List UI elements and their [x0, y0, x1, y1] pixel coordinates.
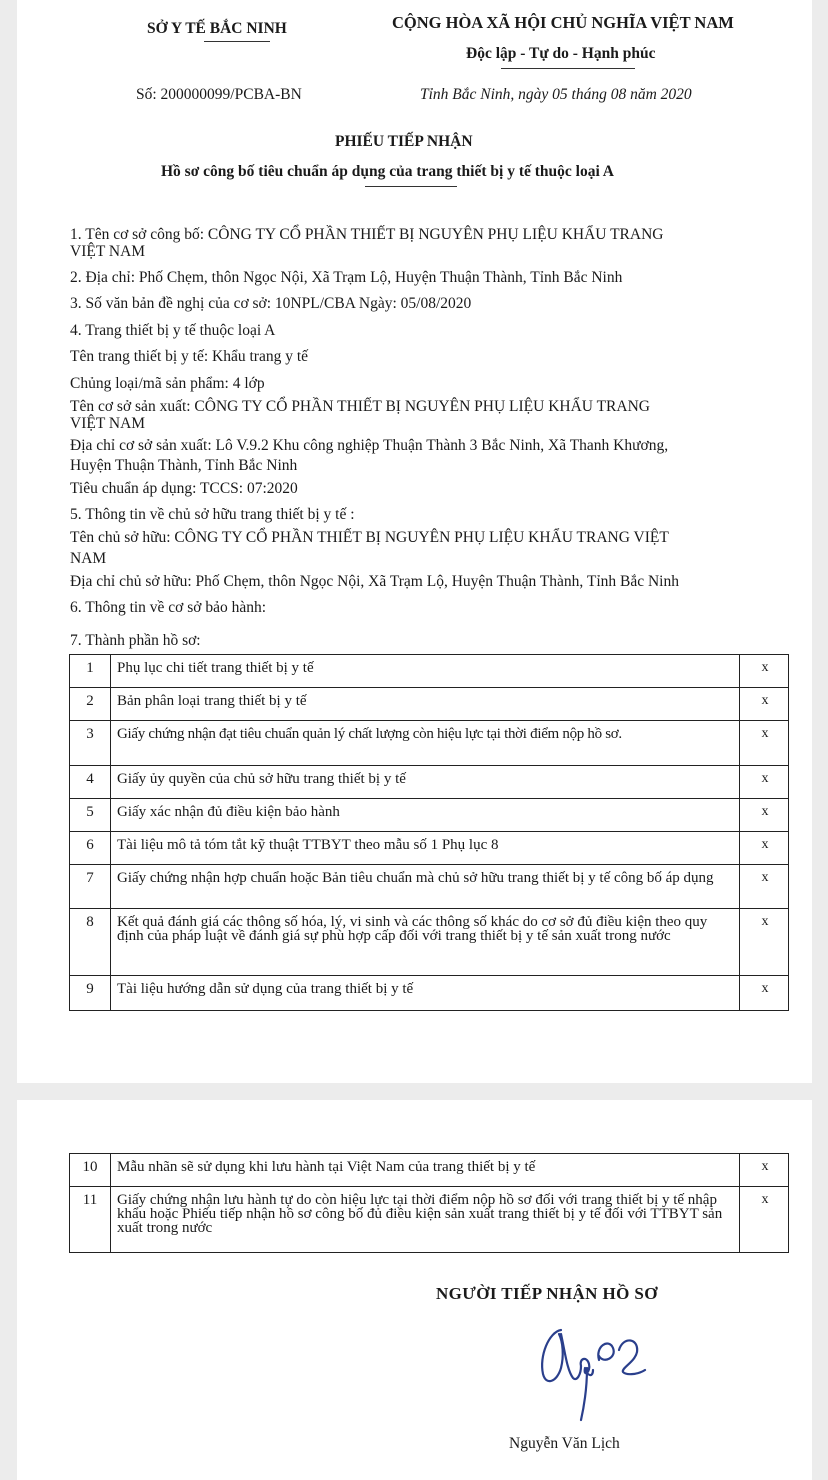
signature-heading: NGƯỜI TIẾP NHẬN HỒ SƠ	[436, 1284, 658, 1303]
table-row	[70, 1154, 789, 1187]
table-row	[70, 976, 789, 1011]
row-number: 7	[70, 865, 111, 909]
row-mark: x	[740, 909, 789, 976]
table-row	[70, 865, 789, 909]
form-subtitle: Hồ sơ công bố tiêu chuẩn áp dụng của trang thiết bị y tế thuộc loại A	[161, 163, 614, 180]
receiver-name: Nguyễn Văn Lịch	[509, 1435, 620, 1452]
ministry-underline	[204, 41, 270, 42]
row-mark: x	[740, 832, 789, 865]
body-line-5: 5. Thông tin về chủ sở hữu trang thiết bị y tế :	[70, 506, 355, 523]
handwritten-signature	[527, 1316, 657, 1426]
table-row	[70, 799, 789, 832]
row-number: 4	[70, 766, 111, 799]
table-row	[70, 766, 789, 799]
row-number: 10	[70, 1154, 111, 1187]
row-mark: x	[740, 799, 789, 832]
row-number: 1	[70, 655, 111, 688]
documents-table-page-1	[69, 654, 789, 1011]
row-document: Tài liệu hướng dẫn sử dụng của trang thiết bị y tế	[111, 976, 740, 1011]
body-line-7: 7. Thành phần hồ sơ:	[70, 632, 201, 649]
body-line-2: 2. Địa chỉ: Phố Chẹm, thôn Ngọc Nội, Xã Trạm Lộ, Huyện Thuận Thành, Tỉnh Bắc Ninh	[70, 269, 623, 286]
row-document: Giấy chứng nhận đạt tiêu chuẩn quản lý chất lượng còn hiệu lực tại thời điểm nộp hồ sơ.	[111, 721, 740, 766]
row-document: Giấy chứng nhận hợp chuẩn hoặc Bản tiêu chuẩn mà chủ sở hữu trang thiết bị y tế công bố áp dụng	[111, 865, 740, 909]
manufacturer-line-a: Tên cơ sở sản xuất: CÔNG TY CỔ PHẦN THIẾT BỊ NGUYÊN PHỤ LIỆU KHẨU TRANG	[70, 398, 650, 415]
document-number: Số: 200000099/PCBA-BN	[136, 86, 302, 103]
row-mark: x	[740, 766, 789, 799]
row-mark: x	[740, 1187, 789, 1253]
nation-title: CỘNG HÒA XÃ HỘI CHỦ NGHĨA VIỆT NAM	[392, 13, 734, 32]
row-number: 2	[70, 688, 111, 721]
table-row	[70, 909, 789, 976]
table-row	[70, 688, 789, 721]
documents-table-page-2	[69, 1153, 789, 1253]
row-number: 6	[70, 832, 111, 865]
row-mark: x	[740, 865, 789, 909]
row-mark: x	[740, 1154, 789, 1187]
subtitle-underline	[365, 186, 457, 187]
row-document: Giấy chứng nhận lưu hành tự do còn hiệu lực tại thời điểm nộp hồ sơ đối với trang thiết bị y tế nhập khẩu hoặc Phiếu tiếp nhận hồ sơ công bố đủ điều kiện sản xuất trang thiết bị y tế đối với TTBYT sản xuất trong nước	[111, 1187, 740, 1253]
owner-line-b: NAM	[70, 550, 107, 567]
body-line-1b: VIỆT NAM	[70, 243, 146, 260]
row-number: 3	[70, 721, 111, 766]
row-number: 11	[70, 1187, 111, 1253]
table-row	[70, 1187, 789, 1253]
row-document: Phụ lục chi tiết trang thiết bị y tế	[111, 655, 740, 688]
row-mark: x	[740, 655, 789, 688]
row-document: Giấy xác nhận đủ điều kiện bảo hành	[111, 799, 740, 832]
owner-line-a: Tên chủ sở hữu: CÔNG TY CỔ PHẦN THIẾT BỊ NGUYÊN PHỤ LIỆU KHẨU TRANG VIỆT	[70, 529, 669, 546]
table-row	[70, 655, 789, 688]
body-line-4: 4. Trang thiết bị y tế thuộc loại A	[70, 322, 276, 339]
mfr-address-line-b: Huyện Thuận Thành, Tỉnh Bắc Ninh	[70, 457, 298, 474]
row-number: 8	[70, 909, 111, 976]
row-number: 5	[70, 799, 111, 832]
row-number: 9	[70, 976, 111, 1011]
row-mark: x	[740, 721, 789, 766]
row-document: Mẫu nhãn sẽ sử dụng khi lưu hành tại Việt Nam của trang thiết bị y tế	[111, 1154, 740, 1187]
row-document: Tài liệu mô tả tóm tắt kỹ thuật TTBYT theo mẫu số 1 Phụ lục 8	[111, 832, 740, 865]
body-line-3: 3. Số văn bản đề nghị của cơ sở: 10NPL/CBA Ngày: 05/08/2020	[70, 295, 472, 312]
place-date: Tỉnh Bắc Ninh, ngày 05 tháng 08 năm 2020	[420, 86, 692, 103]
row-document: Bản phân loại trang thiết bị y tế	[111, 688, 740, 721]
row-document: Giấy ủy quyền của chủ sở hữu trang thiết bị y tế	[111, 766, 740, 799]
ministry-name: SỞ Y TẾ BẮC NINH	[147, 20, 287, 37]
document-page-2	[17, 1100, 812, 1480]
body-line-1a: 1. Tên cơ sở công bố: CÔNG TY CỔ PHẦN THIẾT BỊ NGUYÊN PHỤ LIỆU KHẨU TRANG	[70, 226, 664, 243]
row-mark: x	[740, 688, 789, 721]
form-title: PHIẾU TIẾP NHẬN	[335, 133, 473, 150]
mfr-address-line-a: Địa chỉ cơ sở sản xuất: Lô V.9.2 Khu công nghiệp Thuận Thành 3 Bắc Ninh, Xã Thanh Khương,	[70, 437, 669, 454]
table-row	[70, 721, 789, 766]
applied-standard: Tiêu chuẩn áp dụng: TCCS: 07:2020	[70, 480, 298, 497]
body-line-6: 6. Thông tin về cơ sở bảo hành:	[70, 599, 267, 616]
manufacturer-line-b: VIỆT NAM	[70, 415, 146, 432]
row-document: Kết quả đánh giá các thông số hóa, lý, vi sinh và các thông số khác do cơ sở đủ điều kiện theo quy định của pháp luật về đánh giá sự phù hợp cấp đối với trang thiết bị y tế sản xuất trong nước	[111, 909, 740, 976]
nation-motto: Độc lập - Tự do - Hạnh phúc	[466, 45, 656, 62]
document-page-1	[17, 0, 812, 1083]
motto-underline	[501, 68, 635, 69]
owner-address: Địa chỉ chủ sở hữu: Phố Chẹm, thôn Ngọc Nội, Xã Trạm Lộ, Huyện Thuận Thành, Tỉnh Bắc Ninh	[70, 573, 679, 590]
table-row	[70, 832, 789, 865]
product-type: Chủng loại/mã sản phẩm: 4 lớp	[70, 375, 265, 392]
device-name: Tên trang thiết bị y tế: Khẩu trang y tế	[70, 348, 309, 365]
row-mark: x	[740, 976, 789, 1011]
